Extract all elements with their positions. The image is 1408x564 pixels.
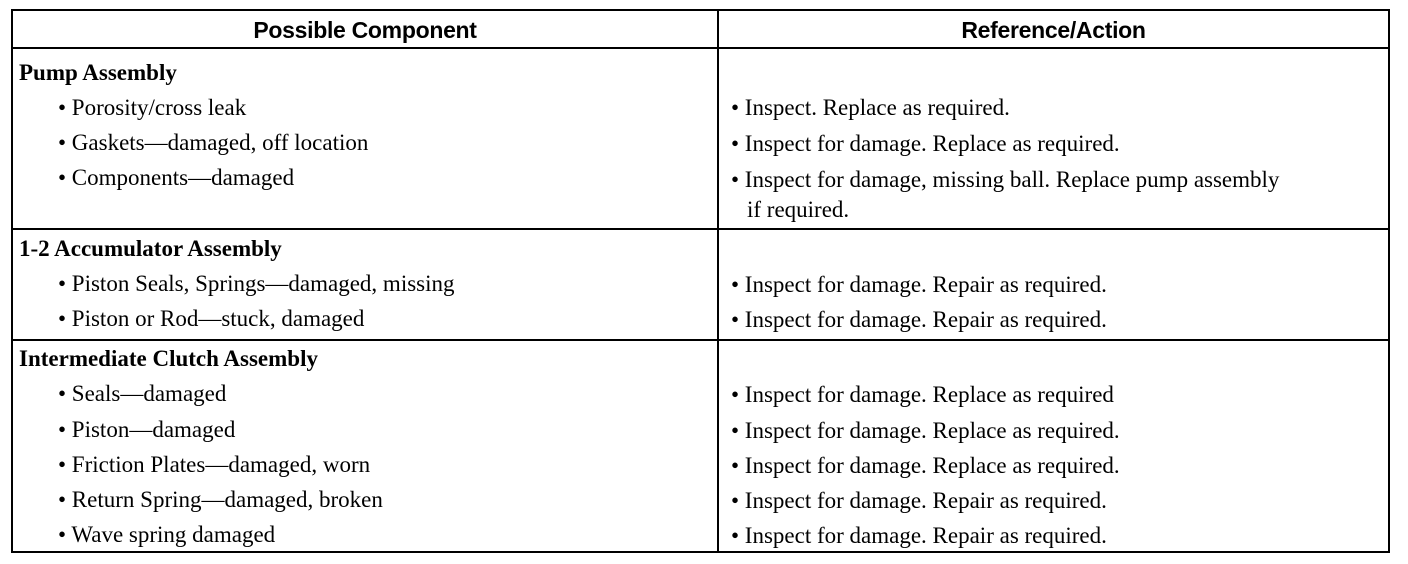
action-item: • Inspect for damage. Replace as required. [731, 453, 1120, 478]
section-divider [13, 339, 1388, 341]
action-item: • Inspect for damage. Replace as required. [731, 131, 1120, 156]
header-possible-component: Possible Component [253, 17, 477, 43]
action-item-continuation: if required. [747, 197, 850, 222]
section-title-accumulator-assembly: 1-2 Accumulator Assembly [19, 236, 282, 261]
action-item: • Inspect. Replace as required. [731, 95, 1010, 120]
component-item: • Gaskets—damaged, off location [58, 130, 369, 155]
component-item: • Porosity/cross leak [58, 95, 247, 120]
diagnosis-table [11, 9, 1390, 553]
component-item: • Piston Seals, Springs—damaged, missing [58, 271, 455, 296]
component-item: • Wave spring damaged [58, 522, 276, 547]
header-reference-action: Reference/Action [961, 17, 1146, 43]
component-item: • Piston—damaged [58, 417, 236, 442]
action-item: • Inspect for damage. Repair as required. [731, 307, 1107, 332]
component-item: • Friction Plates—damaged, worn [58, 452, 371, 477]
action-item: • Inspect for damage. Replace as required. [731, 418, 1120, 443]
action-item: • Inspect for damage, missing ball. Replace pump assembly [731, 167, 1280, 192]
section-divider [13, 228, 1388, 230]
component-item: • Seals—damaged [58, 381, 227, 406]
component-item: • Piston or Rod—stuck, damaged [58, 306, 365, 331]
component-item: • Components—damaged [58, 165, 295, 190]
section-title-pump-assembly: Pump Assembly [19, 60, 177, 85]
action-item: • Inspect for damage. Repair as required. [731, 488, 1107, 513]
column-divider [717, 11, 719, 551]
action-item: • Inspect for damage. Repair as required. [731, 523, 1107, 548]
section-title-intermediate-clutch-assembly: Intermediate Clutch Assembly [19, 346, 318, 371]
action-item: • Inspect for damage. Replace as required [731, 382, 1114, 407]
action-item: • Inspect for damage. Repair as required. [731, 272, 1107, 297]
table-header [13, 11, 1388, 49]
component-item: • Return Spring—damaged, broken [58, 487, 383, 512]
